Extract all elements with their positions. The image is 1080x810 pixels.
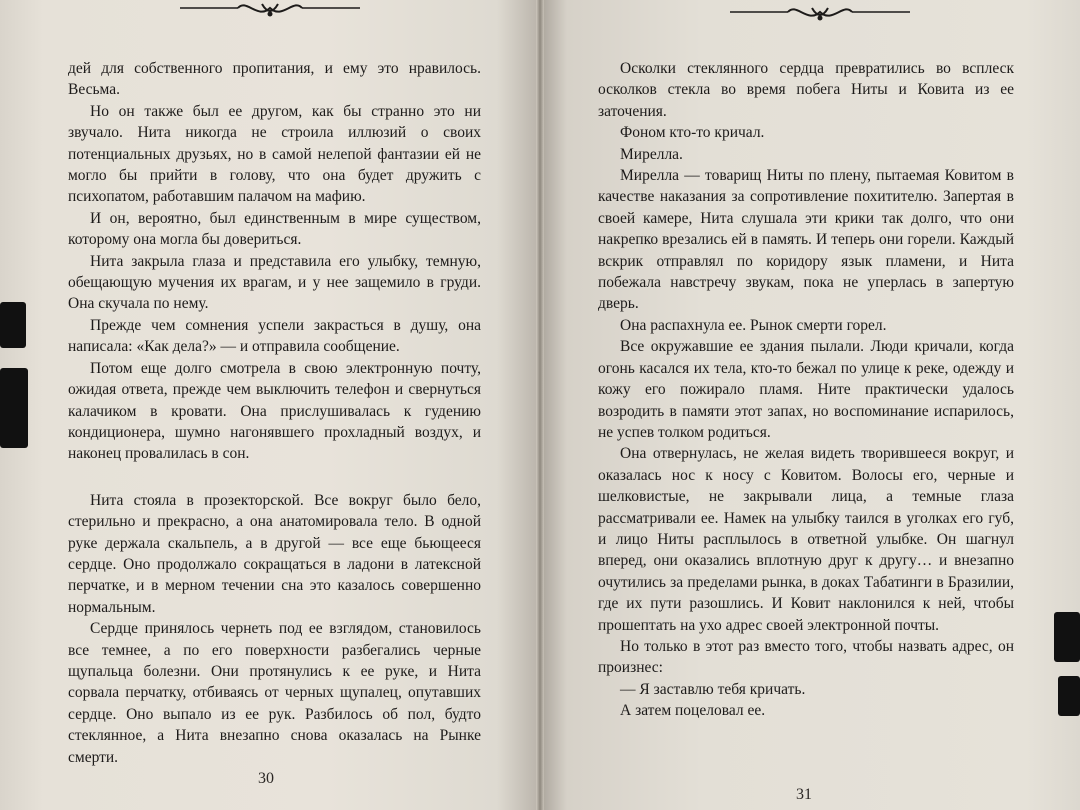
page-number: 30: [258, 770, 274, 787]
paragraph: Нита стояла в прозекторской. Все вокруг было бело, стерильно и прекрасно, а она анатомировала тело. В одной руке держала скальпель, а в другой — все еще бьющееся сердце. Оно продолжало сокращаться в ладони в латексной перчатке, и в мерном течении сна это казалось совершенно нормальным.: [68, 491, 481, 616]
paragraph: Но только в этот раз вместо того, чтобы назвать адрес, он произнес:: [598, 637, 1014, 677]
clip: [1058, 676, 1080, 716]
clip: [0, 302, 26, 348]
paragraph: Нита закрыла глаза и представила его улыбку, темную, обещающую мучения их врагам, и у нее защемило в груди. Она скучала по нему.: [68, 252, 481, 313]
paragraph: Но он также был ее другом, как бы странно это ни звучало. Нита никогда не строила иллюзий о своих потенциальных друзьях, но в самой нелепой фантазии ей не могло бы прийти в голову, что она будет дружить с психопатом, работавшим палачом на мафию.: [68, 102, 481, 206]
paragraph: Потом еще долго смотрела в свою электронную почту, ожидая ответа, прежде чем выключить телефон и свернуться калачиком в кровати. Она прислушивалась к гудению кондиционера, шумно нагонявшего прохладный воздух, и наконец провалилась в сон.: [68, 359, 481, 463]
paragraph: Прежде чем сомнения успели закрасться в душу, она написала: «Как дела?» — и отправила сообщение.: [68, 316, 481, 356]
paragraph: дей для собственного пропитания, и ему это нравилось. Весьма.: [68, 60, 481, 99]
clip: [0, 368, 28, 448]
left-text: [68, 58, 481, 768]
paragraph: И он, вероятно, был единственным в мире существом, которому она могла бы довериться.: [68, 209, 481, 249]
paragraph: Она распахнула ее. Рынок смерти горел.: [620, 316, 887, 334]
book-spine: [536, 0, 544, 810]
paragraph: — Я заставлю тебя кричать.: [620, 680, 806, 698]
paragraph: Мирелла.: [620, 145, 683, 163]
paragraph: А затем поцеловал ее.: [620, 702, 766, 720]
page-number: 31: [796, 786, 812, 803]
paragraph: Сердце принялось чернеть под ее взглядом, становилось все темнее, а по его поверхности разбегались черные щупальца болезни. Они протянулись к ее руке, и Нита сорвала перчатку, отбиваясь от черных щупалец, опутавших сердце. Оно выпало из ее рук. Разбилось об пол, будто стеклянное, а Нита внезапно снова оказалась на Рынке смерти.: [68, 620, 481, 766]
right-text: [598, 58, 1014, 722]
paragraph: Она отвернулась, не желая видеть творившееся вокруг, и оказалась нос к носу с Ковитом. Волосы его, черные и шелковистые, не закрывали лица, а темные глаза рассматривали ее. Намек на улыбку таился в уголках его губ, и лицо Ниты расплылось в ответной улыбке. Он шагнул вперед, они оказались вплотную друг к другу… и внезапно очутились за пределами рынка, в доках Табатинги в Бразилии, где их пути разошлись. И Ковит наклонился к ней, чтобы прошептать на ухо адрес своей электронной почты.: [598, 445, 1014, 634]
ornament-icon: [180, 0, 360, 24]
ornament-icon: [730, 0, 910, 28]
right-page: [540, 0, 1080, 810]
clip: [1054, 612, 1080, 662]
paragraph: Все окружавшие ее здания пылали. Люди кричали, когда огонь касался их тела, кто-то бежал по улице к реке, одежду и кожу его пожирало пламя. Ните практически удалось возродить в памяти этот запах, но воспоминание испарилось, не успев толком родиться.: [598, 338, 1014, 441]
paragraph: Осколки стеклянного сердца превратились во всплеск осколков стекла во время побега Ниты и Ковита из ее заточения.: [598, 60, 1014, 120]
paragraph: Фоном кто-то кричал.: [620, 124, 765, 142]
paragraph: Мирелла — товарищ Ниты по плену, пытаемая Ковитом в качестве наказания за сопротивление похитителю. Запертая в своей камере, Нита слушала эти крики так долго, что они накрепко врезались ей в память. И теперь они горели. Каждый вскрик отправлял по коридору язык пламени, и Нита побежала навстречу звукам, пока не уперлась в запертую дверь.: [598, 167, 1014, 313]
